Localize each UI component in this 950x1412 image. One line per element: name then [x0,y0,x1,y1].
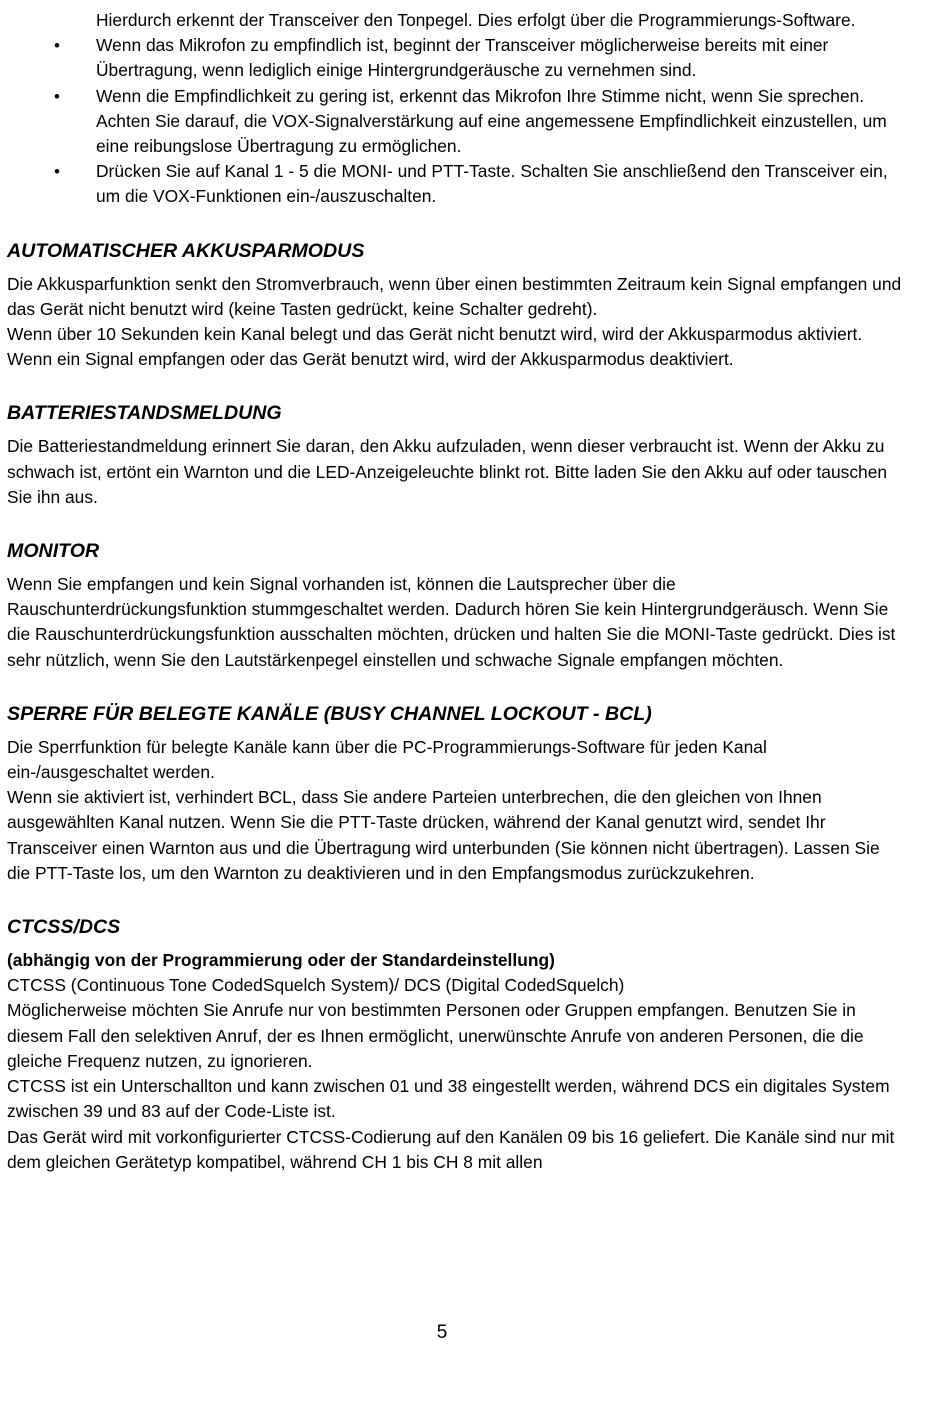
section-ctcss-dcs [7,914,907,1175]
paragraph: Möglicherweise möchten Sie Anrufe nur von bestimmten Personen oder Gruppen empfangen. Benutzen Sie in diesem Fall den selektiven Anruf, der es Ihnen ermöglicht, unerwünschte Anrufe von anderen Personen, die die gleiche Frequenz nutzen, zu ignorieren. [7,1000,864,1071]
bullet-icon: • [54,86,60,106]
section-heading: CTCSS/DCS [7,916,121,939]
section-heading: BATTERIESTANDSMELDUNG [7,402,282,425]
section-battery-saver [7,238,907,373]
bullet-icon: • [54,36,60,56]
document-page [7,8,907,1175]
bullet-icon: • [54,162,60,182]
section-bcl [7,701,907,886]
paragraph: Wenn über 10 Sekunden kein Kanal belegt und das Gerät nicht benutzt wird, wird der Akkusparmodus aktiviert. [7,324,863,345]
section-battery-level [7,400,907,510]
section-heading: MONITOR [7,540,100,563]
section-heading: SPERRE FÜR BELEGTE KANÄLE (BUSY CHANNEL LOCKOUT - BCL) [7,702,652,725]
bullet-list [7,33,907,209]
section-monitor [7,538,907,673]
section-subheading: (abhängig von der Programmierung oder der Standardeinstellung) [7,950,555,971]
paragraph: Die Sperrfunktion für belegte Kanäle kann über die PC-Programmierungs-Software für jeden Kanal ein-/ausgeschaltet werden. [7,736,767,783]
paragraph: Wenn ein Signal empfangen oder das Gerät benutzt wird, wird der Akkusparmodus deaktiviert. [7,349,734,370]
continued-text: Hierdurch erkennt der Transceiver den Tonpegel. Dies erfolgt über die Programmierungs-Software. [96,10,856,30]
list-item: • Wenn die Empfindlichkeit zu gering ist, erkennt das Mikrofon Ihre Stimme nicht, wenn Sie sprechen. Achten Sie darauf, die VOX-Signalverstärkung auf eine angemessene Empfindlichkeit einzustellen, um eine reibungslose Übertragung zu ermöglichen. [54,85,887,157]
paragraph: Wenn Sie empfangen und kein Signal vorhanden ist, können die Lautsprecher über die Rauschunterdrückungsfunktion stummgeschaltet werden. Dadurch hören Sie kein Hintergrundgeräusch. Wenn Sie die Rauschunterdrückungsfunktion ausschalten möchten, drücken und halten Sie die MONI-Taste gedrückt. Dies ist sehr nützlich, wenn Sie den Lautstärkenpegel einstellen und schwache Signale empfangen möchten. [7,574,896,670]
paragraph: Wenn sie aktiviert ist, verhindert BCL, dass Sie andere Parteien unterbrechen, die den gleichen von Ihnen ausgewählten Kanal nutzen. Wenn Sie die PTT-Taste drücken, während der Kanal genutzt wird, sendet Ihr Transceiver einen Warnton aus und die Übertragung wird unterbunden (Sie können nicht übertragen). Lassen Sie die PTT-Taste los, um den Warnton zu deaktivieren und in den Empfangsmodus zurückzukehren. [7,787,880,883]
section-heading: AUTOMATISCHER AKKUSPARMODUS [7,239,365,262]
list-item: • Wenn das Mikrofon zu empfindlich ist, beginnt der Transceiver möglicherweise bereits mit einer Übertragung, wenn lediglich einige Hintergrundgeräusche zu vernehmen sind. [54,35,829,81]
page-number: 5 [436,1322,448,1343]
list-item: • Drücken Sie auf Kanal 1 - 5 die MONI- und PTT-Taste. Schalten Sie anschließend den Transceiver ein, um die VOX-Funktionen ein-/auszuschalten. [54,161,888,207]
paragraph: CTCSS ist ein Unterschallton und kann zwischen 01 und 38 eingestellt werden, während DCS ein digitales System zwischen 39 und 83 auf der Code-Liste ist. [7,1076,890,1122]
paragraph: CTCSS (Continuous Tone CodedSquelch System)/ DCS (Digital CodedSquelch) [7,975,625,996]
paragraph: Die Batteriestandmeldung erinnert Sie daran, den Akku aufzuladen, wenn dieser verbraucht ist. Wenn der Akku zu schwach ist, ertönt ein Warnton und die LED-Anzeigeleuchte blinkt rot. Bitte laden Sie den Akku auf oder tauschen Sie ihn aus. [7,436,888,507]
paragraph: Das Gerät wird mit vorkonfigurierter CTCSS-Codierung auf den Kanälen 09 bis 16 geliefert. Die Kanäle sind nur mit dem gleichen Gerätetyp kompatibel, während CH 1 bis CH 8 mit allen [7,1126,895,1172]
paragraph: Die Akkusparfunktion senkt den Stromverbrauch, wenn über einen bestimmten Zeitraum kein Signal empfangen und das Gerät nicht benutzt wird (keine Tasten gedrückt, keine Schalter gedreht). [7,273,902,319]
